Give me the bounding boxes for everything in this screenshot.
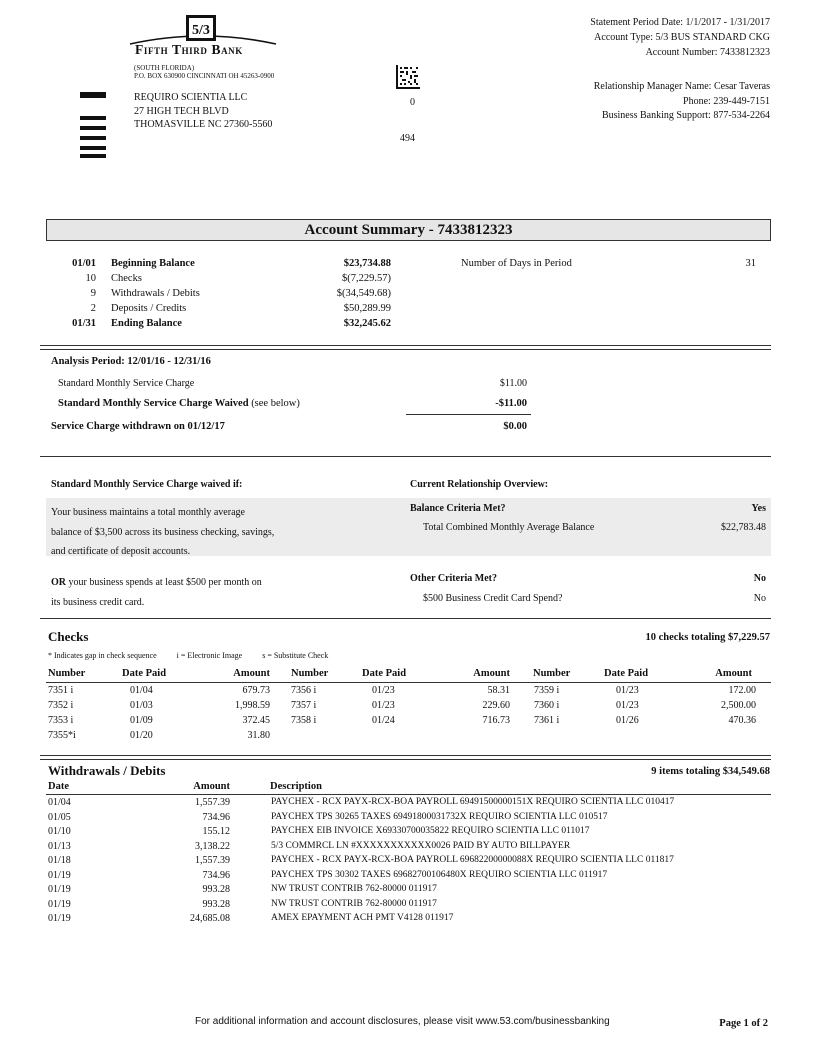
waiver-heading: Standard Monthly Service Charge waived if: (51, 479, 243, 490)
checks-header (0, 668, 816, 682)
debit-amount: 993.28 (202, 884, 230, 895)
other-criteria-label: Other Criteria Met? (410, 573, 497, 584)
balance-criteria-text (51, 503, 274, 562)
legend-electronic: i = Electronic Image (176, 651, 243, 660)
debit-amount: 1,557.39 (195, 797, 230, 808)
criteria-line: balance of $3,500 across its business checking, savings, (51, 526, 275, 538)
debit-amount: 155.12 (202, 826, 230, 837)
service-charge-amount: $11.00 (499, 378, 527, 389)
col-header-date: Date Paid (122, 668, 167, 679)
divider (40, 759, 771, 760)
debit-date: 01/05 (48, 811, 71, 823)
barcode-number-top: 0 (410, 97, 415, 108)
other-criteria-value: No (753, 573, 766, 584)
service-charge-withdrawn-amount: $0.00 (503, 421, 527, 432)
debit-amount: 1,557.39 (195, 855, 230, 866)
bank-region: (SOUTH FLORIDA) (134, 64, 195, 72)
divider (40, 345, 771, 346)
debit-date: 01/19 (48, 898, 71, 910)
withdrawals-total: 9 items totaling $34,549.68 (651, 766, 770, 777)
check-date: 01/23 (616, 700, 639, 711)
checks-total: 10 checks totaling $7,229.57 (645, 632, 770, 643)
summary-date: 01/31 (72, 318, 96, 329)
summary-amount: $(7,229.57) (342, 273, 391, 284)
check-number: 7353 i (48, 715, 74, 726)
summary-title: Account Summary - 7433812323 (304, 222, 513, 238)
check-number: 7360 i (534, 700, 560, 711)
relationship-heading: Current Relationship Overview: (410, 479, 549, 490)
check-date: 01/04 (130, 685, 153, 696)
account-type: Account Type: 5/3 BUS STANDARD CKG (594, 32, 770, 43)
checks-title: Checks (48, 629, 89, 644)
check-date: 01/20 (130, 730, 153, 741)
divider (40, 349, 771, 350)
debit-description: AMEX EPAYMENT ACH PMT V4128 011917 (271, 913, 454, 923)
debit-description: PAYCHEX TPS 30302 TAXES 69682700106480X REQUIRO SCIENTIA LLC 011917 (271, 869, 608, 880)
summary-label: Ending Balance (111, 318, 182, 329)
service-charge-withdrawn-label: Service Charge withdrawn on 01/12/17 (51, 421, 225, 432)
debit-description: PAYCHEX TPS 30265 TAXES 69491800031732X REQUIRO SCIENTIA LLC 010517 (271, 811, 608, 822)
check-amount: 679.73 (242, 685, 270, 696)
account-number: Account Number: 7433812323 (645, 47, 770, 58)
summary-date: 01/01 (72, 258, 96, 269)
summary-amount: $(34,549.68) (336, 288, 391, 299)
check-number: 7352 i (48, 700, 74, 711)
legend-substitute: s = Substitute Check (262, 651, 329, 660)
balance-criteria-value: Yes (751, 503, 766, 514)
summary-amount: $23,734.88 (343, 258, 391, 269)
checks-body (0, 685, 816, 745)
withdrawals-body (0, 797, 816, 931)
debit-description: PAYCHEX EIB INVOICE X69330700035822 REQUIRO SCIENTIA LLC 011017 (271, 826, 590, 836)
debit-description: 5/3 COMMRCL LN #XXXXXXXXXXX0026 PAID BY AUTO BILLPAYER (271, 840, 571, 851)
waived-note: (see below) (251, 398, 300, 409)
check-date: 01/09 (130, 715, 153, 726)
debit-amount: 3,138.22 (195, 840, 230, 852)
page-number: Page 1 of 2 (719, 1018, 768, 1029)
debit-date: 01/13 (48, 840, 71, 852)
check-date: 01/26 (616, 715, 639, 726)
divider (406, 414, 531, 415)
check-date: 01/23 (616, 685, 639, 696)
analysis-period: Analysis Period: 12/01/16 - 12/31/16 (51, 356, 211, 367)
bank-address: P.O. BOX 630900 CINCINNATI OH 45263-0900 (134, 72, 275, 80)
divider (40, 755, 771, 756)
check-number: 7361 i (534, 715, 560, 726)
col-header-date: Date Paid (362, 668, 407, 679)
check-number: 7357 i (291, 700, 317, 711)
debit-amount: 993.28 (202, 898, 230, 910)
contact-info (594, 80, 770, 124)
credit-card-criteria-text (51, 573, 262, 612)
col-header-amount: Amount (715, 668, 752, 679)
debit-description: NW TRUST CONTRIB 762-80000 011917 (271, 898, 437, 909)
debit-amount: 734.96 (202, 869, 230, 881)
debit-date: 01/19 (48, 884, 71, 895)
credit-card-spend-label: $500 Business Credit Card Spend? (423, 593, 563, 604)
summary-label: Checks (111, 273, 142, 284)
footer-note: For additional information and account disclosures, please visit www.53.com/businessbanking (195, 1016, 610, 1027)
customer-address (134, 91, 272, 132)
check-date: 01/23 (372, 700, 395, 711)
balance-criteria-label: Balance Criteria Met? (410, 503, 506, 514)
check-amount: 58.31 (487, 685, 510, 696)
combined-balance-label: Total Combined Monthly Average Balance (423, 522, 595, 533)
check-amount: 470.36 (728, 715, 756, 726)
legend-gap: * Indicates gap in check sequence (48, 651, 157, 660)
support-phone: Business Banking Support: 877-534-2264 (601, 110, 770, 121)
divider (46, 682, 771, 683)
criteria-line: Your business maintains a total monthly average (51, 507, 245, 518)
summary-title-box (46, 219, 771, 241)
check-number: 7359 i (534, 685, 560, 696)
statement-period: Statement Period Date: 1/1/2017 - 1/31/2017 (590, 17, 770, 28)
withdrawals-title: Withdrawals / Debits (48, 763, 166, 778)
debit-date: 01/18 (48, 855, 71, 866)
check-amount: 2,500.00 (721, 700, 756, 711)
withdrawals-header (0, 781, 816, 795)
debit-description: NW TRUST CONTRIB 762-80000 011917 (271, 884, 437, 894)
customer-line: REQUIRO SCIENTIA LLC (134, 92, 248, 103)
2d-barcode-icon (396, 65, 420, 89)
combined-balance-value: $22,783.48 (721, 522, 766, 533)
summary-amount: $50,289.99 (343, 303, 391, 314)
col-header-description: Description (270, 781, 322, 792)
days-in-period-label: Number of Days in Period (461, 258, 572, 269)
col-header-amount: Amount (193, 781, 230, 792)
debit-amount: 734.96 (202, 811, 230, 823)
days-in-period-value: 31 (745, 258, 756, 269)
check-amount: 31.80 (247, 730, 270, 741)
col-header-amount: Amount (233, 668, 270, 679)
check-number: 7356 i (291, 685, 317, 696)
svg-text:5/3: 5/3 (192, 23, 210, 38)
check-amount: 172.00 (728, 685, 756, 696)
criteria-line: and certificate of deposit accounts. (51, 546, 191, 557)
summary-label: Withdrawals / Debits (111, 288, 200, 299)
divider (40, 456, 771, 457)
customer-line: 27 HIGH TECH BLVD (134, 105, 229, 117)
check-date: 01/03 (130, 700, 153, 711)
debit-date: 01/04 (48, 797, 71, 808)
col-header-number: Number (48, 668, 86, 679)
waived-amount: -$11.00 (495, 398, 527, 409)
criteria-line: its business credit card. (51, 596, 145, 608)
summary-label: Deposits / Credits (111, 303, 187, 314)
check-amount: 372.45 (242, 715, 270, 726)
col-header-amount: Amount (473, 668, 510, 679)
col-header-date: Date (48, 781, 69, 792)
summary-count: 2 (90, 303, 96, 314)
check-amount: 229.60 (482, 700, 510, 711)
relationship-manager: Relationship Manager Name: Cesar Taveras (593, 81, 770, 92)
summary-count: 10 (85, 273, 96, 284)
bank-name: Fifth Third Bank (135, 42, 243, 57)
credit-card-spend-value: No (753, 593, 766, 604)
summary-table (0, 258, 816, 338)
barcode-number-bottom: 494 (400, 133, 415, 144)
col-header-number: Number (533, 668, 571, 679)
waived-label: Standard Monthly Service Charge Waived (58, 398, 249, 409)
checks-legend (48, 651, 328, 660)
manager-phone: Phone: 239-449-7151 (683, 95, 770, 107)
summary-count: 9 (90, 288, 96, 299)
service-charge-label: Standard Monthly Service Charge (58, 378, 195, 389)
customer-line: THOMASVILLE NC 27360-5560 (134, 119, 273, 130)
debit-date: 01/19 (48, 913, 71, 924)
debit-amount: 24,685.08 (190, 913, 230, 924)
summary-amount: $32,245.62 (343, 318, 391, 329)
check-number: 7351 i (48, 685, 74, 696)
check-amount: 1,998.59 (235, 700, 270, 711)
check-date: 01/23 (372, 685, 395, 696)
debit-description: PAYCHEX - RCX PAYX-RCX-BOA PAYROLL 69682200000088X REQUIRO SCIENTIA LLC 011817 (271, 855, 674, 865)
col-header-number: Number (291, 668, 329, 679)
debit-description: PAYCHEX - RCX PAYX-RCX-BOA PAYROLL 69491500000151X REQUIRO SCIENTIA LLC 010417 (271, 797, 675, 807)
check-date: 01/24 (372, 715, 395, 726)
debit-date: 01/10 (48, 826, 71, 837)
col-header-date: Date Paid (604, 668, 649, 679)
service-charge-waived (58, 398, 300, 409)
debit-date: 01/19 (48, 869, 71, 881)
check-number: 7355*i (48, 730, 76, 741)
statement-info (590, 15, 770, 60)
divider (40, 618, 771, 619)
check-amount: 716.73 (482, 715, 510, 726)
criteria-line: your business spends at least $500 per month on (68, 577, 262, 588)
divider (46, 794, 771, 795)
or-label: OR (51, 577, 66, 588)
summary-label: Beginning Balance (111, 258, 195, 269)
check-number: 7358 i (291, 715, 317, 726)
postal-bars (80, 92, 106, 162)
